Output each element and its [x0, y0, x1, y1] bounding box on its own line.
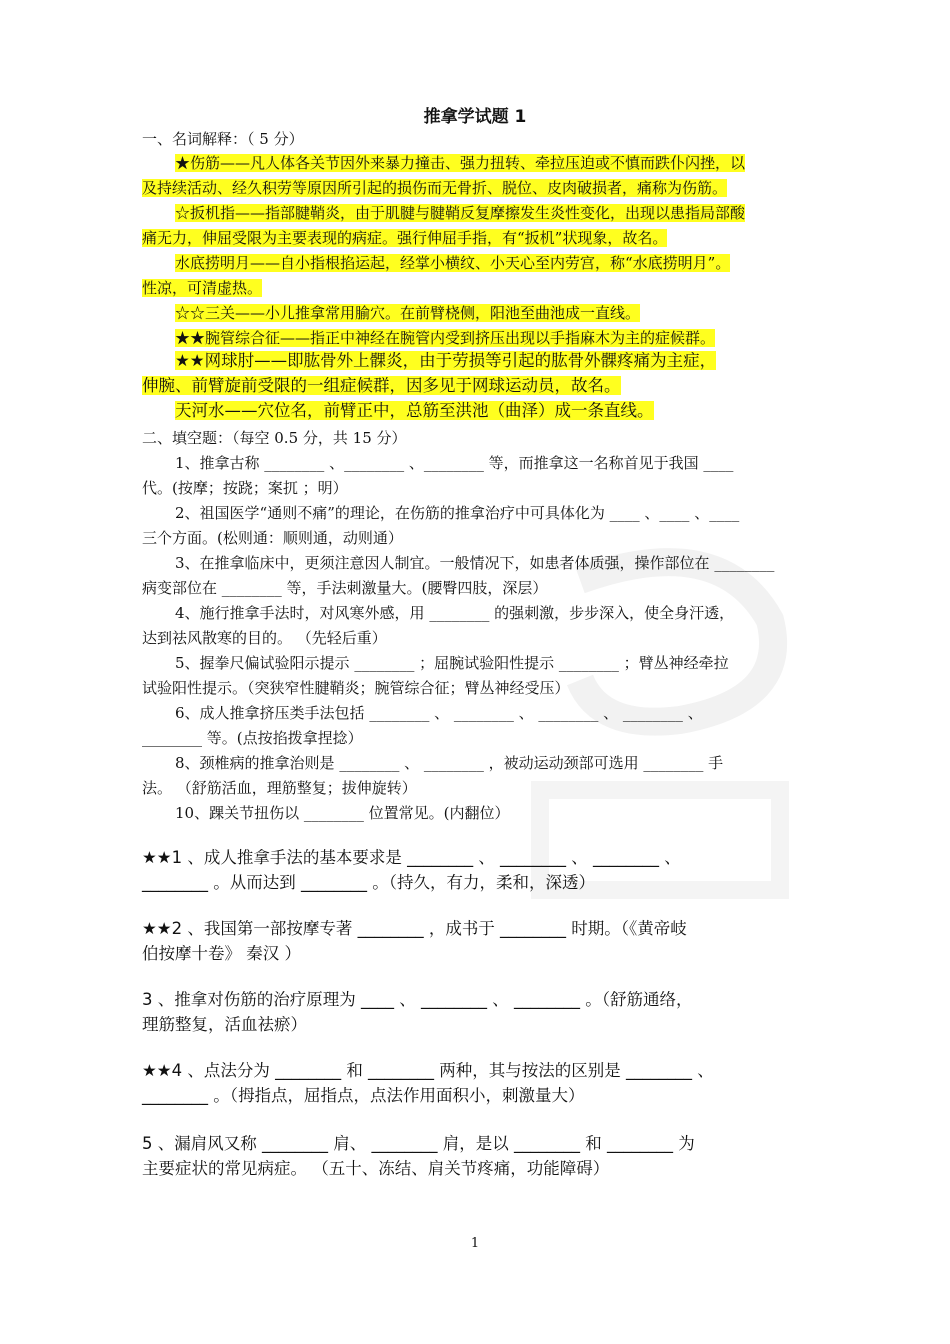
page-title: 推拿学试题 1 — [423, 107, 527, 127]
definition-line: 及持续活动、经久积劳等原因所引起的损伤而无骨折、脱位、皮肉破损者，痛称为伤筋。 — [142, 179, 728, 197]
question-line: 4、施行推拿手法时，对风寒外感，用 ________ 的强刺激，步步深入，使全身汗透， — [175, 604, 735, 622]
page-number: 1 — [470, 1236, 480, 1251]
big-question-line: 5 、漏肩风又称 ________ 肩、 ________ 肩，是以 ________ 和 ________ 为 — [142, 1134, 695, 1153]
big-question-line: ★★2 、我国第一部按摩专著 ________ ，成书于 ________ 时期。（《黄帝岐 — [142, 919, 687, 938]
definition-line: 水底捞明月——自小指根掐运起，经掌小横纹、小天心至内劳宫，称“水底捞明月”。 — [175, 254, 731, 272]
big-question-line: 理筋整复，活血祛瘀） — [142, 1015, 307, 1034]
answer-line: 达到祛风散寒的目的。 （先轻后重） — [142, 629, 387, 647]
definition-line: ★★腕管综合征——指正中神经在腕管内受到挤压出现以手指麻木为主的症候群。 — [175, 329, 716, 347]
question-line: 2、祖国医学“通则不痛”的理论，在伤筋的推拿治疗中可具体化为 ____ 、____ 、____ — [175, 504, 740, 522]
question-line: 10、踝关节扭伤以 ________ 位置常见。(内翻位） — [175, 804, 510, 822]
definition-line: ☆☆三关——小儿推拿常用腧穴。在前臂桡侧，阳池至曲池成一直线。 — [175, 304, 641, 322]
answer-line: 病变部位在 ________ 等，手法刺激量大。(腰臀四肢，深层） — [142, 579, 548, 597]
answer-line: 三个方面。(松则通：顺则通，动则通） — [142, 529, 403, 547]
definition-line: ☆扳机指——指部腱鞘炎，由于肌腱与腱鞘反复摩擦发生炎性变化，出现以患指局部酸 — [175, 204, 746, 222]
definition-line: 性凉，可清虚热。 — [142, 279, 263, 297]
big-question-line: 3 、推拿对伤筋的治疗原理为 ____ 、 ________ 、 ________ 。（舒筋通络， — [142, 990, 693, 1009]
answer-line: 代。(按摩；按跷；案扤 ；明） — [142, 479, 348, 497]
big-question-line: ★★1 、成人推拿手法的基本要求是 ________ 、 ________ 、 ________ 、 — [142, 848, 681, 867]
question-line: 8、颈椎病的推拿治则是 ________ 、 ________ ，被动运动颈部可选用 ________ 手 — [175, 754, 724, 772]
answer-line: 法。 （舒筋活血，理筋整复；拔伸旋转） — [142, 779, 417, 797]
definition-line: 天河水——穴位名，前臂正中，总筋至洪池（曲泽）成一条直线。 — [175, 401, 654, 420]
big-question-line: ★★4 、点法分为 ________ 和 ________ 两种，其与按法的区别是 ________ 、 — [142, 1061, 714, 1080]
section-heading-definitions: 一、名词解释：（ 5 分） — [142, 130, 304, 148]
definition-line: 伸腕、前臂旋前受限的一组症候群，因多见于网球运动员，故名。 — [142, 376, 621, 395]
answer-line: ________ 等。(点按掐拨拿捏捻） — [142, 729, 363, 747]
answer-line: 试验阳性提示。（突狭窄性腱鞘炎；腕管综合征；臂丛神经受压） — [142, 679, 570, 697]
question-line: 6、成人推拿挤压类手法包括 ________ 、 ________ 、 ________ 、 ________ 、 — [175, 704, 703, 722]
big-question-line: ________ 。从而达到 ________ 。（持久，有力，柔和，深透） — [142, 873, 595, 892]
definition-line: ★★网球肘——即肱骨外上髁炎，由于劳损等引起的肱骨外髁疼痛为主症， — [175, 351, 717, 370]
big-question-line: ________ 。（拇指点，屈指点，点法作用面积小，刺激量大） — [142, 1086, 585, 1105]
question-line: 3、在推拿临床中，更须注意因人制宜。一般情况下，如患者体质强，操作部位在 ________ — [175, 554, 775, 572]
section-heading-fill: 二、填空题：（每空 0.5 分，共 15 分） — [142, 429, 407, 447]
big-question-line: 主要症状的常见病症。 （五十、冻结、肩关节疼痛，功能障碍） — [142, 1159, 610, 1178]
question-line: 5、握拳尺偏试验阳示提示 ________ ；屈腕试验阳性提示 ________ ；臂丛神经牵拉 — [175, 654, 729, 672]
definition-line: ★伤筋——凡人体各关节因外来暴力撞击、强力扭转、牵拉压迫或不慎而跌仆闪挫，以 — [175, 154, 746, 172]
question-line: 1、推拿古称 ________ 、________ 、________ 等，而推拿这一名称首见于我国 ____ — [175, 454, 734, 472]
definition-line: 痛无力，伸屈受限为主要表现的病症。强行伸屈手指，有“扳机”状现象，故名。 — [142, 229, 668, 247]
big-question-line: 伯按摩十卷》 秦汉 ） — [142, 944, 301, 963]
